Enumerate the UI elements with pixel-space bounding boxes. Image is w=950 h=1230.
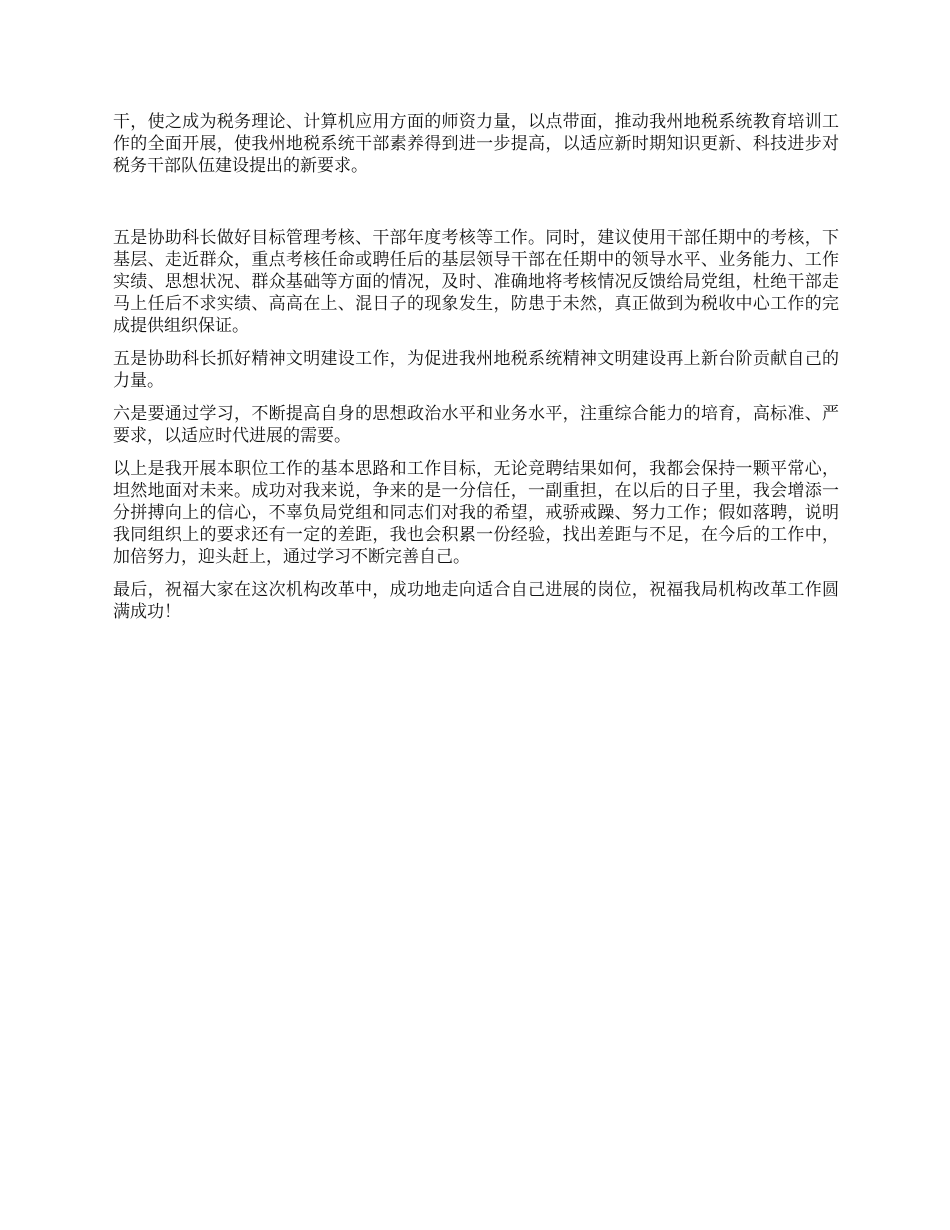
paragraph-self-study: 六是要通过学习，不断提高自身的思想政治水平和业务水平，注重综合能力的培育，高标准、严要求，以适应时代进展的需要。 xyxy=(113,404,839,446)
document-body xyxy=(113,111,839,623)
paragraph-closing-wishes: 最后，祝福大家在这次机构改革中，成功地走向适合自己进展的岗位，祝福我局机构改革工作圆满成功！ xyxy=(113,580,839,622)
paragraph-attitude-to-result: 以上是我开展本职位工作的基本思路和工作目标，无论竞聘结果如何，我都会保持一颗平常心，坦然地面对未来。成功对我来说，争来的是一分信任，一副重担，在以后的日子里，我会增添一分拼搏向上的信心，不辜负局党组和同志们对我的希望，戒骄戒躁、努力工作；假如落聘，说明我同组织上的要求还有一定的差距，我也会积累一份经验，找出差距与不足，在今后的工作中，加倍努力，迎头赶上，通过学习不断完善自己。 xyxy=(113,459,839,567)
paragraph-training-continuation: 干，使之成为税务理论、计算机应用方面的师资力量，以点带面，推动我州地税系统教育培训工作的全面开展，使我州地税系统干部素养得到进一步提高，以适应新时期知识更新、科技进步对税务干部队伍建设提出的新要求。 xyxy=(113,112,839,176)
paragraph-spiritual-civilization: 五是协助科长抓好精神文明建设工作，为促进我州地税系统精神文明建设再上新台阶贡献自己的力量。 xyxy=(113,349,839,391)
paragraph-assessment-work: 五是协助科长做好目标管理考核、干部年度考核等工作。同时，建议使用干部任期中的考核，下基层、走近群众，重点考核任命或聘任后的基层领导干部在任期中的领导水平、业务能力、工作实绩、思想状况、群众基础等方面的情况，及时、准确地将考核情况反馈给局党组，杜绝干部走马上任后不求实绩、高高在上、混日子的现象发生，防患于未然，真正做到为税收中心工作的完成提供组织保证。 xyxy=(113,228,839,336)
